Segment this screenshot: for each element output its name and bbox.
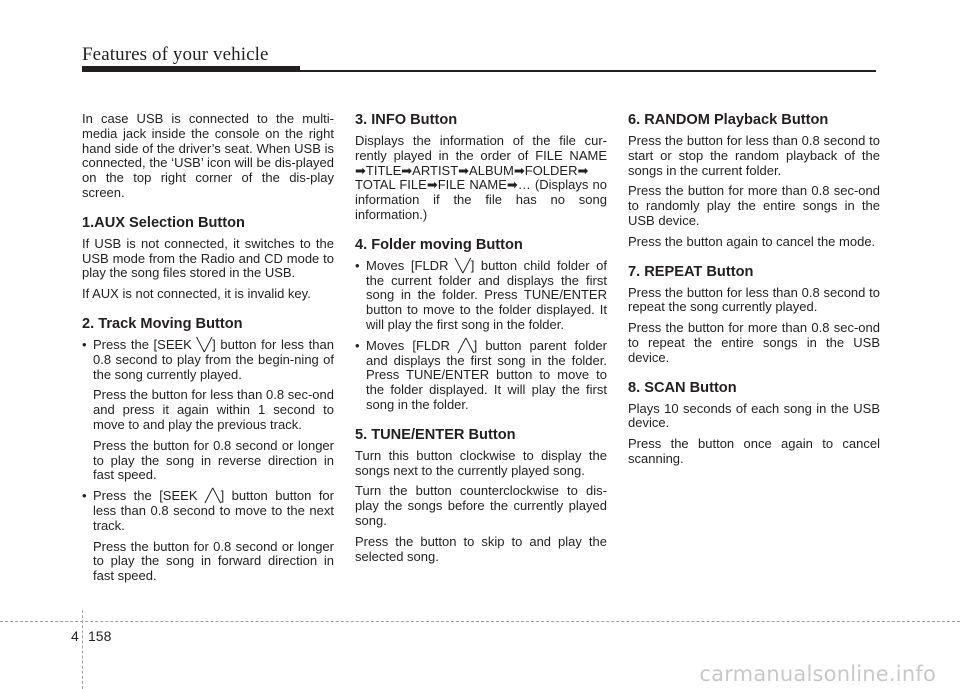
random-paragraph-3: Press the button again to cancel the mode. <box>628 233 876 249</box>
column-left <box>82 112 334 590</box>
track-bullet-seek-down <box>82 338 334 483</box>
chapter-number: 4 <box>71 628 79 644</box>
scan-paragraph-1: Plays 10 seconds of each song in the USB device. <box>628 400 880 431</box>
column-right <box>628 112 880 473</box>
repeat-section-title: 7. REPEAT Button <box>628 263 754 280</box>
track-bullet-2-text: • Press the [SEEK ╱╲] button button for less than 0.8 second to move to the next track. <box>93 488 334 533</box>
track-bullet-seek-up <box>82 489 334 584</box>
random-paragraph-2: Press the button for more than 0.8 sec-ond to randomly play the entire songs in the USB device. <box>628 183 880 228</box>
track-bullet-list <box>82 338 334 584</box>
watermark: carmanualsonline.info <box>699 662 936 686</box>
random-section-title: 6. RANDOM Playback Button <box>628 112 829 128</box>
footer-divider <box>82 610 83 689</box>
track-bullet-1-text: • Press the [SEEK ╲╱] button for less than 0.8 second to play from the begin-ning of the song currently played. <box>93 336 334 382</box>
tune-paragraph-1: Turn this button clockwise to display the songs next to the currently played song. <box>355 447 607 478</box>
random-paragraph-1: Press the button for less than 0.8 second to start or stop the random playback of the songs in the current folder. <box>628 133 880 178</box>
tune-paragraph-3: Press the button to skip to and play the selected song. <box>355 533 607 564</box>
info-section-title: 3. INFO Button <box>355 112 458 128</box>
track-section-title: 2. Track Moving Button <box>82 315 243 332</box>
header-rule <box>300 70 876 72</box>
aux-section-title: 1.AUX Selection Button <box>82 214 245 231</box>
aux-paragraph-2: If AUX is not connected, it is invalid key. <box>82 286 311 302</box>
footer-rule <box>0 621 960 622</box>
folder-bullet-down: • Moves [FLDR ╲╱] button child folder of the current folder and displays the first song in the folder. Press TUNE/ENTER button to move to the folder displayed. It will play the first song in the folder. <box>355 259 607 333</box>
repeat-paragraph-2: Press the button for more than 0.8 sec-ond to repeat the entire songs in the USB device. <box>628 320 880 365</box>
scan-section-title: 8. SCAN Button <box>628 379 737 396</box>
repeat-paragraph-1: Press the button for less than 0.8 second to repeat the song currently played. <box>628 284 880 315</box>
info-paragraph: Displays the information of the file cur-rently played in the order of FILE NAME ➡TITLE➡ARTIST➡ALBUM➡FOLDER➡ TOTAL FILE➡FILE NAME➡… (Displays no information if the file has no song information.) <box>355 133 607 222</box>
folder-bullet-up: • Moves [FLDR ╱╲] button parent folder and displays the first song in the folder. Press TUNE/ENTER button to move to the folder displayed. It will play the first song in the folder. <box>355 339 607 413</box>
page-header-title: Features of your vehicle <box>82 44 269 65</box>
scan-paragraph-2: Press the button once again to cancel scanning. <box>628 436 880 466</box>
track-bullet-1-para-3: Press the button for 0.8 second or longer to play the song in reverse direction in fast speed. <box>93 437 334 483</box>
folder-section-title: 4. Folder moving Button <box>355 236 523 253</box>
header-bar <box>82 66 300 72</box>
track-bullet-2-para-2: Press the button for 0.8 second or longer to play the song in forward direction in fast speed. <box>93 538 334 584</box>
track-bullet-1-para-2: Press the button for less than 0.8 sec-ond and press it again within 1 second to move to and play the previous track. <box>93 387 334 432</box>
aux-paragraph-1: If USB is not connected, it switches to the USB mode from the Radio and CD mode to play the song files stored in the USB. <box>82 235 334 281</box>
tune-paragraph-2: Turn the button counterclockwise to dis-play the songs before the currently played song. <box>355 483 607 528</box>
column-middle <box>355 112 607 570</box>
folder-bullet-list <box>355 259 607 413</box>
tune-section-title: 5. TUNE/ENTER Button <box>355 426 516 443</box>
page-number: 158 <box>88 628 112 644</box>
intro-paragraph: In case USB is connected to the multi-media jack inside the console on the right hand side of the driver’s seat. When USB is connected, the ‘USB’ icon will be dis-played on the top right corner of the dis-play screen. <box>82 111 334 200</box>
